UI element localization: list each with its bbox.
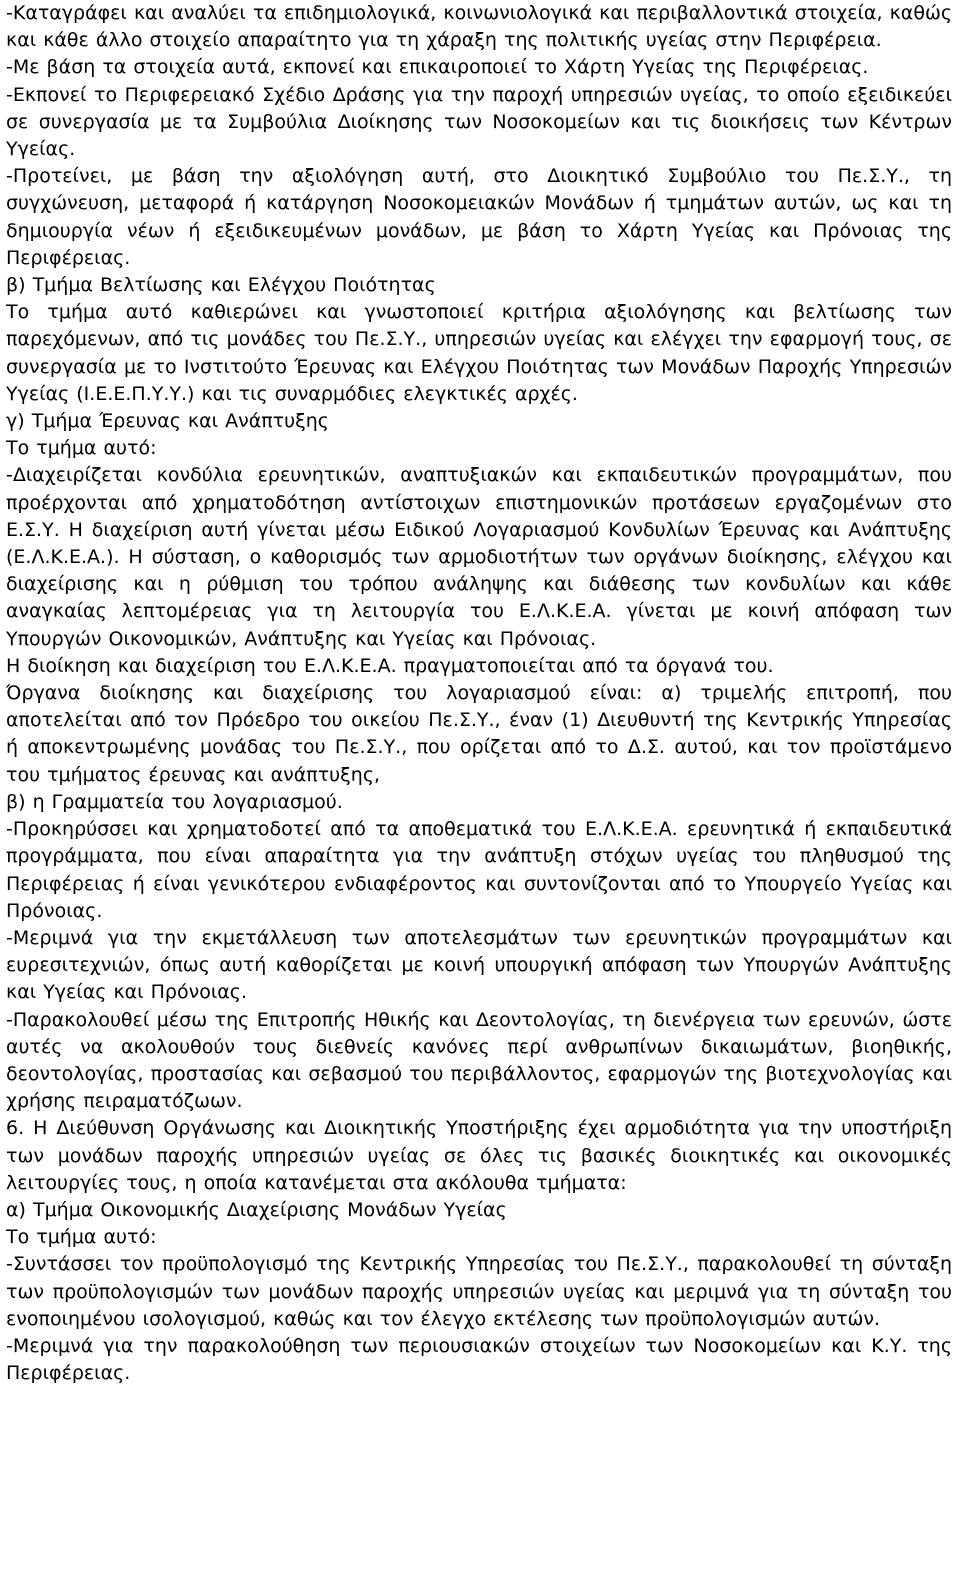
- section-heading-quality-control: β) Τμήμα Βελτίωσης και Ελέγχου Ποιότητας: [6, 274, 436, 297]
- paragraph-announces-programs: -Προκηρύσσει και χρηματοδοτεί από τα αποθεματικά του Ε.Λ.Κ.Ε.Α. ερευνητικά ή εκπαιδευτικά προγράμματα, που είναι απαραίτητα για την ανάπτυξη στόχων υγείας του πληθυσμού της Περιφέρειας ή είναι γενικότερου ενδιαφέροντος και συντονίζονται από το Υπουργείο Υγείας και Πρόνοιας.: [6, 818, 952, 922]
- paragraph-quality-criteria: Το τμήμα αυτό καθιερώνει και γνωστοποιεί κριτήρια αξιολόγησης και βελτίωσης των παρεχόμενων, από τις μονάδες του Πε.Σ.Υ., υπηρεσιών υγείας και ελέγχει την εφαρμογή τους, σε συνεργασία με το Ινστιτούτο Έρευνας και Ελέγχου Ποιότητας των Μονάδων Παροχής Υπηρεσιών Υγείας (Ι.Ε.Ε.Π.Υ.Υ.) και τις συναρμόδιες ελεγκτικές αρχές.: [6, 301, 952, 405]
- paragraph-health-map: -Με βάση τα στοιχεία αυτά, εκπονεί και επικαιροποιεί το Χάρτη Υγείας της Περιφέρειας.: [6, 56, 869, 79]
- paragraph-secretariat: β) η Γραμματεία του λογαριασμού.: [6, 790, 343, 813]
- paragraph-assets-monitoring: -Μεριμνά για την παρακολούθηση των περιουσιακών στοιχείων των Νοσοκομείων και Κ.Υ. της Περιφέρειας.: [6, 1334, 952, 1385]
- paragraph-budget: -Συντάσσει τον προϋπολογισμό της Κεντρικής Υπηρεσίας του Πε.Σ.Υ., παρακολουθεί τη σύνταξη των προϋπολογισμών των μονάδων παροχής υπηρεσιών υγείας και μεριμνά για τη σύνταξη του ενοποιημένου ισολογισμού, καθώς και τον έλεγχο εκτέλεσης των προϋπολογισμών αυτών.: [6, 1253, 952, 1330]
- paragraph-elkea-administration: Η διοίκηση και διαχείριση του Ε.Λ.Κ.Ε.Α. πραγματοποιείται από τα όργανά του.: [6, 654, 774, 677]
- paragraph-directorate-organization: 6. Η Διεύθυνση Οργάνωσης και Διοικητικής Υποστήριξης έχει αρμοδιότητα για την υποστήριξη των μονάδων παροχής υπηρεσιών υγείας σε όλες τις βασικές διοικητικές και οικονομικές λειτουργίες τους, η οποία κατανέμεται στα ακόλουθα τμήματα:: [6, 1117, 952, 1194]
- section-heading-research-development: γ) Τμήμα Έρευνας και Ανάπτυξης: [6, 410, 329, 433]
- section-heading-financial-management: α) Τμήμα Οικονομικής Διαχείρισης Μονάδων Υγείας: [6, 1198, 507, 1221]
- paragraph-department-intro: Το τμήμα αυτό:: [6, 437, 157, 460]
- paragraph-ethics-committee: -Παρακολουθεί μέσω της Επιτροπής Ηθικής και Δεοντολογίας, τη διενέργεια των ερευνών, ώστε αυτές να ακολουθούν τους διεθνείς κανόνες περί ανθρωπίνων δικαιωμάτων, βιοηθικής, δεοντολογίας, προστασίας και σεβασμού του περιβάλλοντος, εφαρμογών της βιοτεχνολογίας και χρήσης πειραματόζωων.: [6, 1008, 952, 1113]
- paragraph-proposes-merger: -Προτείνει, με βάση την αξιολόγηση αυτή, στο Διοικητικό Συμβούλιο του Πε.Σ.Υ., τη συγχώνευση, μεταφορά ή κατάργηση Νοσοκομειακών Μονάδων ή τμημάτων αυτών, ως και τη δημιουργία νέων ή εξειδικευμένων μονάδων, με βάση το Χάρτη Υγείας και Πρόνοιας της Περιφέρειας.: [6, 165, 952, 269]
- paragraph-department-intro-2: Το τμήμα αυτό:: [6, 1226, 157, 1249]
- paragraph-manages-funds: -Διαχειρίζεται κονδύλια ερευνητικών, αναπτυξιακών και εκπαιδευτικών προγραμμάτων, που προέρχονται από χρηματοδότηση αντίστοιχων επιστημονικών προτάσεων εργαζομένων στο Ε.Σ.Υ. Η διαχείριση αυτή γίνεται μέσω Ειδικού Λογαριασμού Κονδυλίων Έρευνας και Ανάπτυξης (Ε.Λ.Κ.Ε.Α.). Η σύσταση, ο καθορισμός των αρμοδιοτήτων των οργάνων διοίκησης, ελέγχου και διαχείρισης και η ρύθμιση του τρόπου ανάληψης και διάθεσης των κονδυλίων και κάθε αναγκαίας λεπτομέρειας για τη λειτουργία του Ε.Λ.Κ.Ε.Α. γίνεται με κοινή απόφαση των Υπουργών Οικονομικών, Ανάπτυξης και Υγείας και Πρόνοιας.: [6, 464, 952, 650]
- paragraph-governing-bodies: Όργανα διοίκησης και διαχείρισης του λογαριασμού είναι: α) τριμελής επιτροπή, που αποτελείται από τον Πρόεδρο του οικείου Πε.Σ.Υ., έναν (1) Διευθυντή της Κεντρικής Υπηρεσίας ή αποκεντρωμένης μονάδας του Πε.Σ.Υ., που ορίζεται από το Δ.Σ. αυτού, και τον προϊστάμενο του τμήματος έρευνας και ανάπτυξης,: [6, 682, 952, 786]
- paragraph-record-epidemiological-data: -Καταγράφει και αναλύει τα επιδημιολογικά, κοινωνιολογικά και περιβαλλοντικά στοιχεία, καθώς και κάθε άλλο στοιχείο απαραίτητο για τη χάραξη της πολιτικής υγείας στην Περιφέρεια.: [6, 2, 952, 52]
- paragraph-exploitation-results: -Μεριμνά για την εκμετάλλευση των αποτελεσμάτων των ερευνητικών προγραμμάτων και ευρεσιτεχνιών, όπως αυτή καθορίζεται με κοινή υπουργική απόφαση των Υπουργών Ανάπτυξης και Υγείας και Πρόνοιας.: [6, 926, 952, 1004]
- paragraph-regional-action-plan: -Εκπονεί το Περιφερειακό Σχέδιο Δράσης για την παροχή υπηρεσιών υγείας, το οποίο εξειδικεύει σε συνεργασία με τα Συμβούλια Διοίκησης των Νοσοκομείων και τις διοικήσεις των Κέντρων Υγείας.: [6, 83, 952, 161]
